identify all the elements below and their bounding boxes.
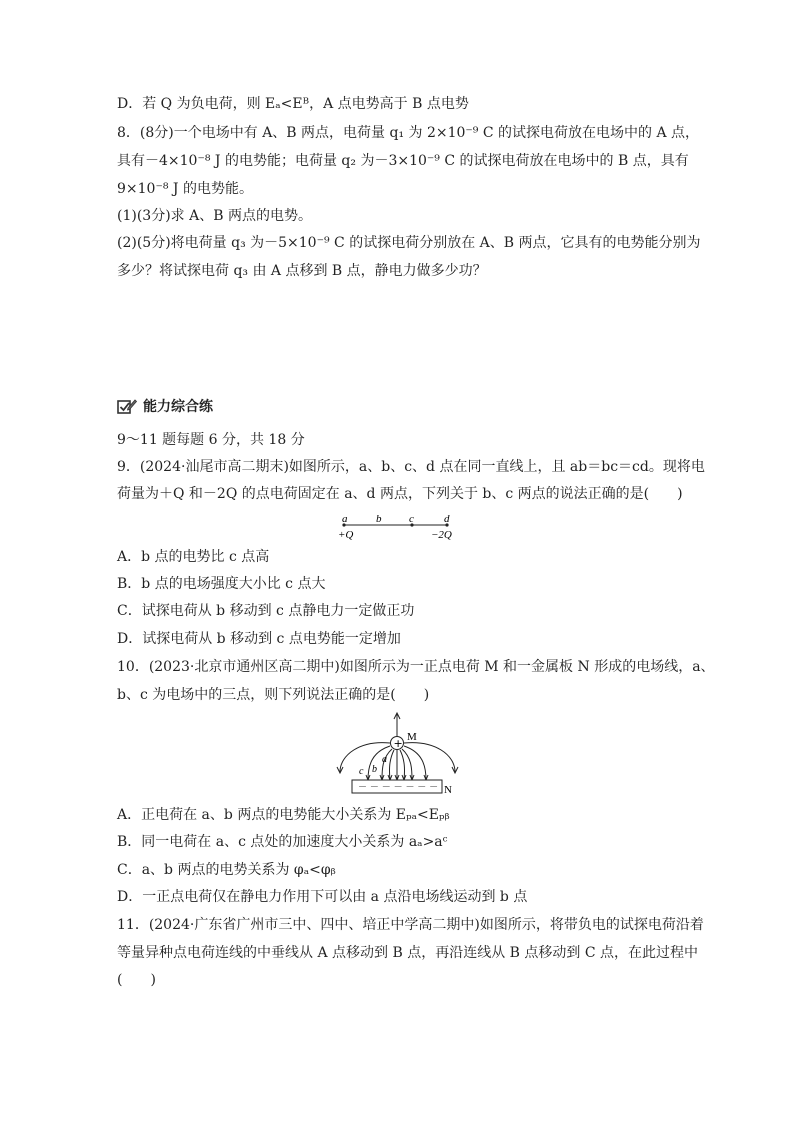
q10-label-c: c (359, 766, 364, 777)
q10-field-line-right3 (404, 746, 426, 780)
q7-option-d: D．若 Q 为负电荷，则 Eₐ<Eᴮ，A 点电势高于 B 点电势 (117, 96, 469, 112)
q9-option-a: A．b 点的电势比 c 点高 (117, 549, 270, 565)
q10-label-a: a (382, 754, 387, 765)
q8-stem-line2: 具有－4×10⁻⁸ J 的电势能；电荷量 q₂ 为－3×10⁻⁹ C 的试探电荷放在电场中的 B 点，具有 (117, 153, 689, 169)
q9-charge-right: −2Q (431, 529, 452, 541)
q9-label-a: a (342, 513, 348, 525)
q10-stem-line2: b、c 为电场中的三点，则下列说法正确的是( ) (117, 687, 430, 703)
q11-stem-line3: ( ) (117, 972, 156, 988)
q8-stem-line1: 8．(8分)一个电场中有 A、B 两点，电荷量 q₁ 为 2×10⁻⁹ C 的试探电荷放在电场中的 A 点， (117, 125, 700, 141)
q9-stem-line1: 9．(2024·汕尾市高二期末)如图所示，a、b、c、d 点在同一直线上，且 ab＝bc＝cd。现将电 (117, 459, 705, 475)
q9-charge-left: +Q (338, 529, 354, 541)
q8-sub1: (1)(3分)求 A、B 两点的电势。 (117, 208, 312, 224)
q8-stem-line3: 9×10⁻⁸ J 的电势能。 (117, 181, 253, 197)
q10-option-a: A．正电荷在 a、b 两点的电势能大小关系为 Eₚₐ<Eₚᵦ (117, 807, 450, 823)
q9-label-b: b (376, 513, 382, 525)
q10-option-b: B．同一电荷在 a、c 点处的加速度大小关系为 aₐ>aᶜ (117, 834, 448, 850)
q9-label-c: c (409, 513, 414, 525)
section-score-note: 9～11 题每题 6 分，共 18 分 (117, 432, 305, 448)
q10-option-c: C．a、b 两点的电势关系为 φₐ<φᵦ (117, 862, 336, 878)
q9-option-d: D．试探电荷从 b 移动到 c 点电势能一定增加 (117, 631, 401, 647)
q10-figure (330, 710, 470, 798)
q9-label-d: d (444, 513, 450, 525)
q8-sub2-line2: 多少？将试探电荷 q₃ 由 A 点移到 B 点，静电力做多少功？ (117, 263, 487, 279)
checkbox-pencil-icon (117, 398, 137, 414)
q11-stem-line2: 等量异种点电荷连线的中垂线从 A 点移动到 B 点，再沿连线从 B 点移动到 C 点，在此过程中 (117, 945, 698, 961)
q9-option-b: B．b 点的电场强度大小比 c 点大 (117, 576, 326, 592)
q9-option-c: C．试探电荷从 b 移动到 c 点静电力一定做正功 (117, 603, 415, 619)
section-heading (117, 396, 213, 416)
q10-stem-line1: 10．(2023·北京市通州区高二期中)如图所示为一正点电荷 M 和一金属板 N 形成的电场线，a、 (117, 659, 715, 675)
q10-label-m: M (407, 731, 417, 743)
q9-figure (334, 510, 464, 544)
q10-plus-sign: + (393, 737, 403, 750)
q10-label-n: N (444, 784, 452, 796)
q10-label-b: b (372, 764, 377, 775)
section-title: 能力综合练 (143, 399, 213, 415)
q11-stem-line1: 11．(2024·广东省广州市三中、四中、培正中学高二期中)如图所示，将带负电的试探电荷沿着 (117, 917, 704, 933)
q8-sub2-line1: (2)(5分)将电荷量 q₃ 为－5×10⁻⁹ C 的试探电荷分别放在 A、B 两点，它具有的电势能分别为 (117, 235, 701, 251)
q10-plate-charges: － － － － － － － (358, 783, 439, 793)
q10-option-d: D．一正点电荷仅在静电力作用下可以由 a 点沿电场线运动到 b 点 (117, 889, 528, 905)
q9-stem-line2: 荷量为＋Q 和－2Q 的点电荷固定在 a、d 两点，下列关于 b、c 两点的说法正确的是( ) (117, 486, 683, 502)
